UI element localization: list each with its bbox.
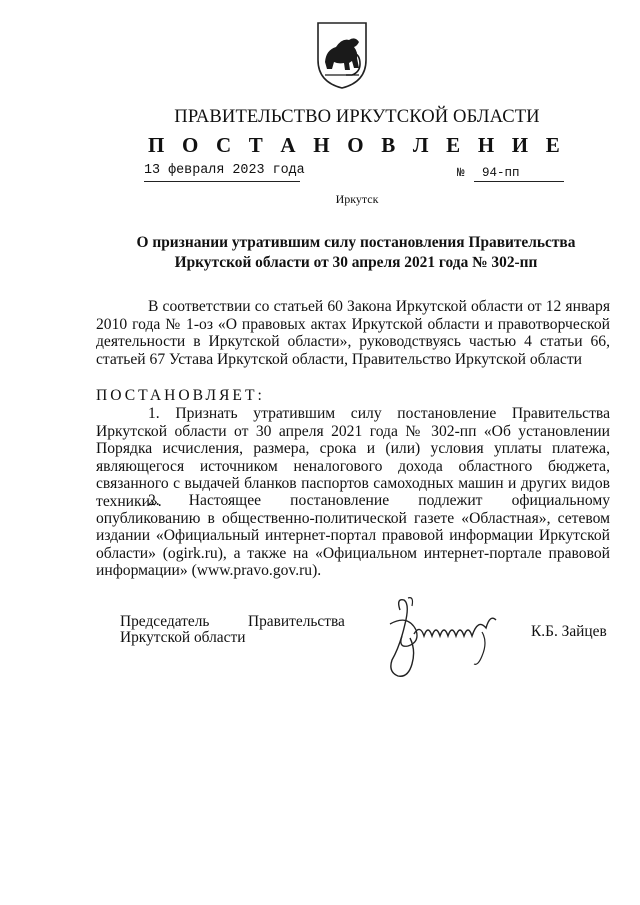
signatory-title-part-2: Правительства bbox=[248, 613, 345, 630]
decree-item-2: 2. Настоящее постановление подлежит официальному опубликованию в общественно-политической газете «Областная», сетевом издании «Официальный интернет-портал правовой информации Иркутской области» (ogirk.ru), а также на «Официальном интернет-портале правовой информации» (www.pravo.gov.ru). bbox=[96, 492, 610, 580]
document-title bbox=[112, 233, 600, 273]
preamble-paragraph: В соответствии со статьей 60 Закона Иркутской области от 12 января 2010 года № 1-оз «О правовых актах Иркутской области и правотворческой деятельности в Иркутской области», руководствуясь частью 4 статьи 66, статьей 67 Устава Иркутской области, Правительство Иркутской области bbox=[96, 298, 610, 368]
city: Иркутск bbox=[335, 192, 379, 206]
number-underline bbox=[474, 181, 564, 182]
title-line-1: О признании утратившим силу постановления Правительства bbox=[136, 234, 576, 251]
signatory-title-part-1: Председатель bbox=[120, 613, 210, 630]
signatory-title-part-3: Иркутской области bbox=[120, 629, 246, 646]
signatory-name: К.Б. Зайцев bbox=[531, 623, 607, 640]
document-date: 13 февраля 2023 года bbox=[144, 163, 305, 178]
document-number: 94-пп bbox=[482, 166, 520, 180]
title-line-2: Иркутской области от 30 апреля 2021 года № 302-пп bbox=[174, 254, 538, 271]
document-type: П О С Т А Н О В Л Е Н И Е bbox=[147, 133, 566, 157]
decree-item-1: 1. Признать утратившим силу постановление Правительства Иркутской области от 30 апреля 2021 года № 302-пп «Об установлении Порядка исчисления, размера, срока и (или) условия уплаты платежа, являющегося источником неналогового дохода областного бюджета, связанного с выдачей бланков паспортов самоходных машин и других видов техники». bbox=[96, 405, 610, 510]
number-sign: № bbox=[457, 166, 465, 180]
government-name: ПРАВИТЕЛЬСТВО ИРКУТСКОЙ ОБЛАСТИ bbox=[174, 106, 540, 127]
date-underline bbox=[144, 181, 300, 182]
handwritten-signature-icon bbox=[378, 594, 518, 686]
decree-word: ПОСТАНОВЛЯЕТ: bbox=[96, 387, 265, 404]
coat-of-arms-icon bbox=[316, 20, 368, 90]
